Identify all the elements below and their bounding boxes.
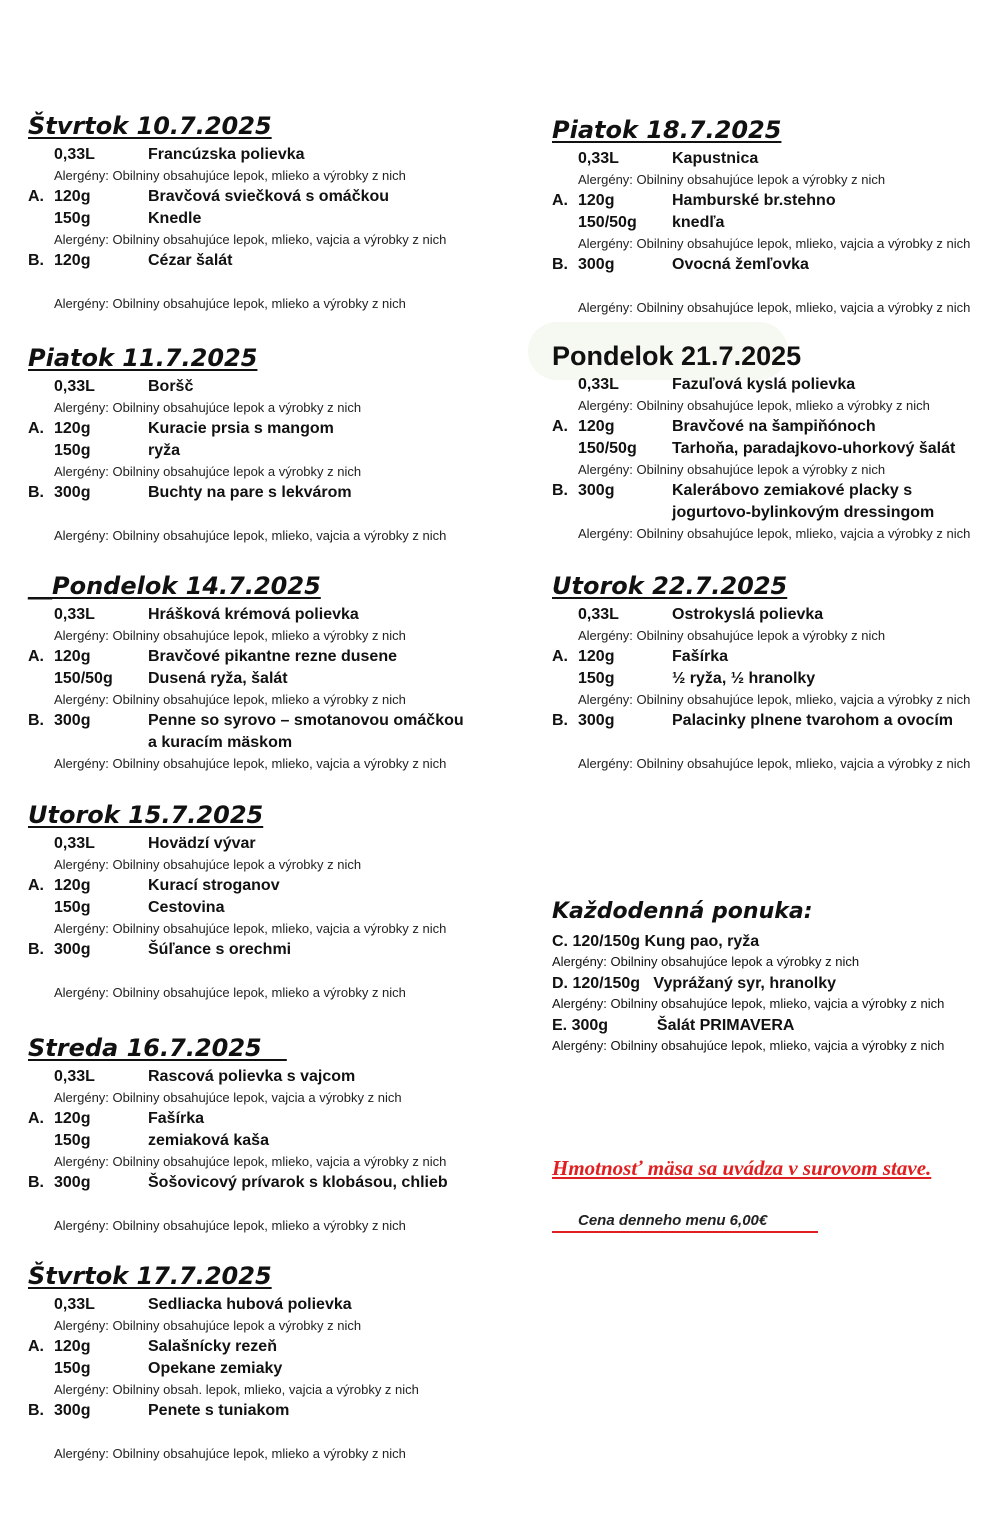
menu-b-name: Buchty na pare s lekvárom — [148, 484, 352, 501]
menu-a-side-name: ryža — [148, 442, 181, 459]
day-block — [28, 1262, 419, 1464]
menu-b-amount: 120g — [54, 252, 91, 269]
menu-b-label: B. — [28, 712, 44, 729]
soup-allergens: Alergény: Obilniny obsahujúce lepok a výrobky z nich — [54, 857, 362, 872]
menu-a-label: A. — [552, 418, 568, 435]
menu-a-name: Fašírka — [148, 1110, 205, 1127]
menu-a-side-row — [28, 668, 446, 690]
soup-name: Hovädzí vývar — [148, 835, 256, 852]
soup-name: Kapustnica — [672, 150, 759, 167]
menu-a-side-amount: 150g — [54, 1360, 91, 1377]
menu-b-amount: 300g — [54, 712, 91, 729]
menu-b-amount: 300g — [54, 484, 91, 501]
day-block — [28, 1034, 446, 1236]
soup-amount: 0,33L — [54, 1068, 95, 1085]
menu-b-allergens: Alergény: Obilniny obsahujúce lepok, mlieko a výrobky z nich — [54, 296, 406, 311]
menu-b-allergens: Alergény: Obilniny obsahujúce lepok, mlieko a výrobky z nich — [54, 1218, 406, 1233]
day-title: Piatok 18.7.2025 — [552, 116, 782, 144]
menu-a-allergens: Alergény: Obilniny obsahujúce lepok, mlieko, vajcia a výrobky z nich — [54, 1154, 447, 1169]
menu-b-label: B. — [28, 252, 44, 269]
soup-row — [28, 604, 446, 626]
menu-b-name: Penete s tuniakom — [148, 1402, 290, 1419]
menu-a-side-name: zemiaková kaša — [148, 1132, 269, 1149]
menu-a-side-row — [28, 1130, 446, 1152]
menu-a-label: A. — [28, 420, 44, 437]
soup-name: Francúzska polievka — [148, 146, 305, 163]
menu-b-continuation — [28, 732, 446, 754]
day-title: Štvrtok 10.7.2025 — [28, 112, 272, 140]
menu-a-label: A. — [28, 877, 44, 894]
menu-a-side-amount: 150/50g — [578, 214, 637, 231]
menu-a-amount: 120g — [54, 420, 91, 437]
menu-b-allergens: Alergény: Obilniny obsahujúce lepok, mlieko a výrobky z nich — [54, 1446, 406, 1461]
soup-allergens: Alergény: Obilniny obsahujúce lepok a výrobky z nich — [54, 1318, 362, 1333]
soup-name: Sedliacka hubová polievka — [148, 1296, 352, 1313]
menu-a-row — [28, 186, 446, 208]
menu-a-side-row — [552, 212, 970, 234]
soup-allergens: Alergény: Obilniny obsahujúce lepok, vajcia a výrobky z nich — [54, 1090, 402, 1105]
soup-name: Fazuľová kyslá polievka — [672, 376, 856, 393]
soup-allergens: Alergény: Obilniny obsahujúce lepok a výrobky z nich — [578, 628, 886, 643]
menu-a-allergens: Alergény: Obilniny obsahujúce lepok, mlieko, vajcia a výrobky z nich — [578, 692, 971, 707]
daily-item-allergens: Alergény: Obilniny obsahujúce lepok, mlieko, vajcia a výrobky z nich — [552, 1038, 945, 1053]
soup-row — [28, 833, 446, 855]
soup-row — [552, 604, 970, 626]
soup-amount: 0,33L — [54, 146, 95, 163]
day-title: Utorok 22.7.2025 — [552, 572, 788, 600]
menu-a-name: Kuracie prsia s mangom — [148, 420, 334, 437]
soup-amount: 0,33L — [578, 150, 619, 167]
menu-a-label: A. — [552, 648, 568, 665]
menu-b-amount: 300g — [54, 941, 91, 958]
day-block — [28, 344, 446, 546]
menu-a-name: Bravčové pikantne rezne dusene — [148, 648, 397, 665]
menu-a-side-amount: 150/50g — [54, 670, 113, 687]
soup-amount: 0,33L — [54, 378, 95, 395]
soup-row — [28, 1294, 419, 1316]
menu-b-allergens: Alergény: Obilniny obsahujúce lepok, mlieko, vajcia a výrobky z nich — [54, 528, 447, 543]
day-title: Štvrtok 17.7.2025 — [28, 1262, 272, 1290]
soup-name: Hrášková krémová polievka — [148, 606, 359, 623]
menu-a-name: Bravčové na šampiňónoch — [672, 418, 876, 435]
soup-allergens: Alergény: Obilniny obsahujúce lepok a výrobky z nich — [578, 172, 886, 187]
menu-b-label: B. — [28, 941, 44, 958]
soup-amount: 0,33L — [54, 1296, 95, 1313]
soup-allergens: Alergény: Obilniny obsahujúce lepok, mlieko a výrobky z nich — [54, 168, 406, 183]
day-title: Pondelok 21.7.2025 — [552, 341, 802, 371]
menu-b-name: Penne so syrovo – smotanovou omáčkou — [148, 712, 464, 729]
menu-a-allergens: Alergény: Obilniny obsahujúce lepok, mlieko a výrobky z nich — [54, 692, 406, 707]
menu-b-name-cont: a kuracím mäskom — [148, 734, 293, 751]
soup-allergens: Alergény: Obilniny obsahujúce lepok, mlieko a výrobky z nich — [578, 398, 930, 413]
soup-name: Rascová polievka s vajcom — [148, 1068, 356, 1085]
menu-b-label: B. — [28, 1174, 44, 1191]
menu-b-name: Ovocná žemľovka — [672, 256, 809, 273]
menu-b-label: B. — [552, 256, 568, 273]
menu-price: Cena denneho menu 6,00€ — [552, 1212, 818, 1233]
menu-a-amount: 120g — [54, 1338, 91, 1355]
soup-amount: 0,33L — [54, 606, 95, 623]
menu-b-allergens: Alergény: Obilniny obsahujúce lepok, mlieko, vajcia a výrobky z nich — [578, 526, 971, 541]
menu-a-row — [552, 646, 970, 668]
menu-a-label: A. — [552, 192, 568, 209]
menu-b-label: B. — [552, 482, 568, 499]
menu-a-side-amount: 150g — [54, 1132, 91, 1149]
soup-allergens: Alergény: Obilniny obsahujúce lepok a výrobky z nich — [54, 400, 362, 415]
menu-a-label: A. — [28, 648, 44, 665]
menu-a-name: Bravčová sviečková s omáčkou — [148, 188, 390, 205]
menu-b-row — [28, 1172, 446, 1194]
menu-a-allergens: Alergény: Obilniny obsah. lepok, mlieko, vajcia a výrobky z nich — [54, 1382, 419, 1397]
menu-b-row — [28, 939, 446, 961]
menu-a-side-amount: 150g — [578, 670, 615, 687]
daily-item-allergens: Alergény: Obilniny obsahujúce lepok, mlieko, vajcia a výrobky z nich — [552, 996, 945, 1011]
menu-a-label: A. — [28, 1110, 44, 1127]
menu-a-side-name: Cestovina — [148, 899, 225, 916]
menu-a-label: A. — [28, 1338, 44, 1355]
soup-amount: 0,33L — [54, 835, 95, 852]
day-title: Streda 16.7.2025 — [28, 1034, 287, 1062]
menu-b-allergens: Alergény: Obilniny obsahujúce lepok, mlieko, vajcia a výrobky z nich — [578, 300, 971, 315]
menu-a-side-amount: 150g — [54, 442, 91, 459]
day-title: Piatok 11.7.2025 — [28, 344, 258, 372]
menu-a-allergens: Alergény: Obilniny obsahujúce lepok a výrobky z nich — [54, 464, 362, 479]
menu-a-side-row — [28, 1358, 419, 1380]
menu-a-allergens: Alergény: Obilniny obsahujúce lepok, mlieko, vajcia a výrobky z nich — [54, 921, 447, 936]
menu-b-row — [28, 710, 464, 732]
day-block — [28, 801, 446, 1003]
menu-b-allergens: Alergény: Obilniny obsahujúce lepok, mlieko, vajcia a výrobky z nich — [578, 756, 971, 771]
menu-b-name: Kalerábovo zemiakové placky s — [672, 482, 913, 499]
menu-b-label: B. — [28, 1402, 44, 1419]
daily-item: D. 120/150g Vyprážaný syr, hranolky — [552, 975, 836, 992]
menu-b-continuation — [552, 502, 970, 524]
menu-b-allergens: Alergény: Obilniny obsahujúce lepok, mlieko a výrobky z nich — [54, 985, 406, 1000]
menu-b-amount: 300g — [54, 1174, 91, 1191]
soup-row — [552, 374, 970, 396]
menu-a-side-name: Opekane zemiaky — [148, 1360, 283, 1377]
soup-row — [28, 376, 446, 398]
menu-b-row — [28, 482, 446, 504]
menu-a-amount: 120g — [578, 418, 615, 435]
menu-b-row — [552, 480, 970, 502]
menu-a-amount: 120g — [54, 648, 91, 665]
meat-weight-note: Hmotnosť mäsa sa uvádza v surovom stave. — [552, 1156, 932, 1180]
menu-a-allergens: Alergény: Obilniny obsahujúce lepok, mlieko, vajcia a výrobky z nich — [54, 232, 447, 247]
day-block — [552, 572, 970, 774]
menu-a-side-row — [28, 440, 446, 462]
menu-b-label: B. — [28, 484, 44, 501]
menu-a-name: Fašírka — [672, 648, 729, 665]
soup-amount: 0,33L — [578, 606, 619, 623]
menu-a-name: Hamburské br.stehno — [672, 192, 836, 209]
menu-b-name-cont: jogurtovo-bylinkovým dressingom — [672, 504, 935, 521]
menu-b-name: Palacinky plnene tvarohom a ovocím — [672, 712, 953, 729]
day-block — [552, 116, 970, 318]
menu-b-amount: 300g — [578, 712, 615, 729]
menu-b-amount: 300g — [578, 482, 615, 499]
soup-row — [28, 1066, 446, 1088]
menu-a-allergens: Alergény: Obilniny obsahujúce lepok, mlieko, vajcia a výrobky z nich — [578, 236, 971, 251]
menu-b-row — [28, 250, 446, 272]
menu-a-amount: 120g — [578, 648, 615, 665]
menu-a-name: Kurací stroganov — [148, 877, 280, 894]
soup-name: Boršč — [148, 378, 194, 395]
menu-b-row — [28, 1400, 419, 1422]
menu-a-row — [28, 646, 446, 668]
soup-row — [28, 144, 446, 166]
menu-a-side-name: ½ ryža, ½ hranolky — [672, 670, 816, 687]
menu-a-side-amount: 150g — [54, 899, 91, 916]
menu-a-side-row — [28, 208, 446, 230]
day-block — [28, 572, 464, 774]
daily-offer-title: Každodenná ponuka: — [552, 899, 813, 924]
soup-amount: 0,33L — [578, 376, 619, 393]
menu-a-row — [552, 416, 970, 438]
daily-item: E. 300g Šalát PRIMAVERA — [552, 1017, 795, 1034]
day-title: Utorok 15.7.2025 — [28, 801, 264, 829]
menu-b-name: Šošovicový prívarok s klobásou, chlieb — [148, 1174, 448, 1191]
menu-b-name: Šúľance s orechmi — [148, 941, 292, 958]
menu-a-amount: 120g — [578, 192, 615, 209]
menu-b-name: Cézar šalát — [148, 252, 233, 269]
menu-a-name: Salašnícky rezeň — [148, 1338, 277, 1355]
menu-b-row — [552, 710, 970, 732]
menu-a-amount: 120g — [54, 1110, 91, 1127]
menu-a-side-row — [28, 897, 446, 919]
daily-offer — [552, 898, 944, 1058]
soup-allergens: Alergény: Obilniny obsahujúce lepok, mlieko a výrobky z nich — [54, 628, 406, 643]
menu-a-row — [28, 1108, 446, 1130]
menu-a-side-name: Dusená ryža, šalát — [148, 670, 288, 687]
menu-a-label: A. — [28, 188, 44, 205]
day-block — [28, 112, 446, 314]
menu-a-side-row — [552, 438, 970, 460]
menu-a-allergens: Alergény: Obilniny obsahujúce lepok a výrobky z nich — [578, 462, 886, 477]
menu-b-label: B. — [552, 712, 568, 729]
menu-b-amount: 300g — [54, 1402, 91, 1419]
menu-a-row — [552, 190, 970, 212]
menu-a-row — [28, 418, 446, 440]
day-title: __Pondelok 14.7.2025 — [28, 572, 321, 600]
soup-name: Ostrokyslá polievka — [672, 606, 824, 623]
daily-item-allergens: Alergény: Obilniny obsahujúce lepok a výrobky z nich — [552, 954, 860, 969]
soup-row — [552, 148, 970, 170]
menu-a-side-name: Knedle — [148, 210, 202, 227]
menu-b-amount: 300g — [578, 256, 615, 273]
daily-item: C. 120/150g Kung pao, ryža — [552, 933, 760, 950]
menu-a-row — [28, 875, 446, 897]
menu-a-side-name: knedľa — [672, 214, 725, 231]
menu-a-side-amount: 150g — [54, 210, 91, 227]
menu-a-amount: 120g — [54, 877, 91, 894]
menu-a-amount: 120g — [54, 188, 91, 205]
menu-a-side-name: Tarhoňa, paradajkovo-uhorkový šalát — [672, 440, 956, 457]
menu-a-side-amount: 150/50g — [578, 440, 637, 457]
menu-b-row — [552, 254, 970, 276]
menu-b-allergens: Alergény: Obilniny obsahujúce lepok, mlieko, vajcia a výrobky z nich — [54, 756, 447, 771]
menu-a-side-row — [552, 668, 970, 690]
menu-a-row — [28, 1336, 419, 1358]
day-block — [552, 342, 970, 544]
